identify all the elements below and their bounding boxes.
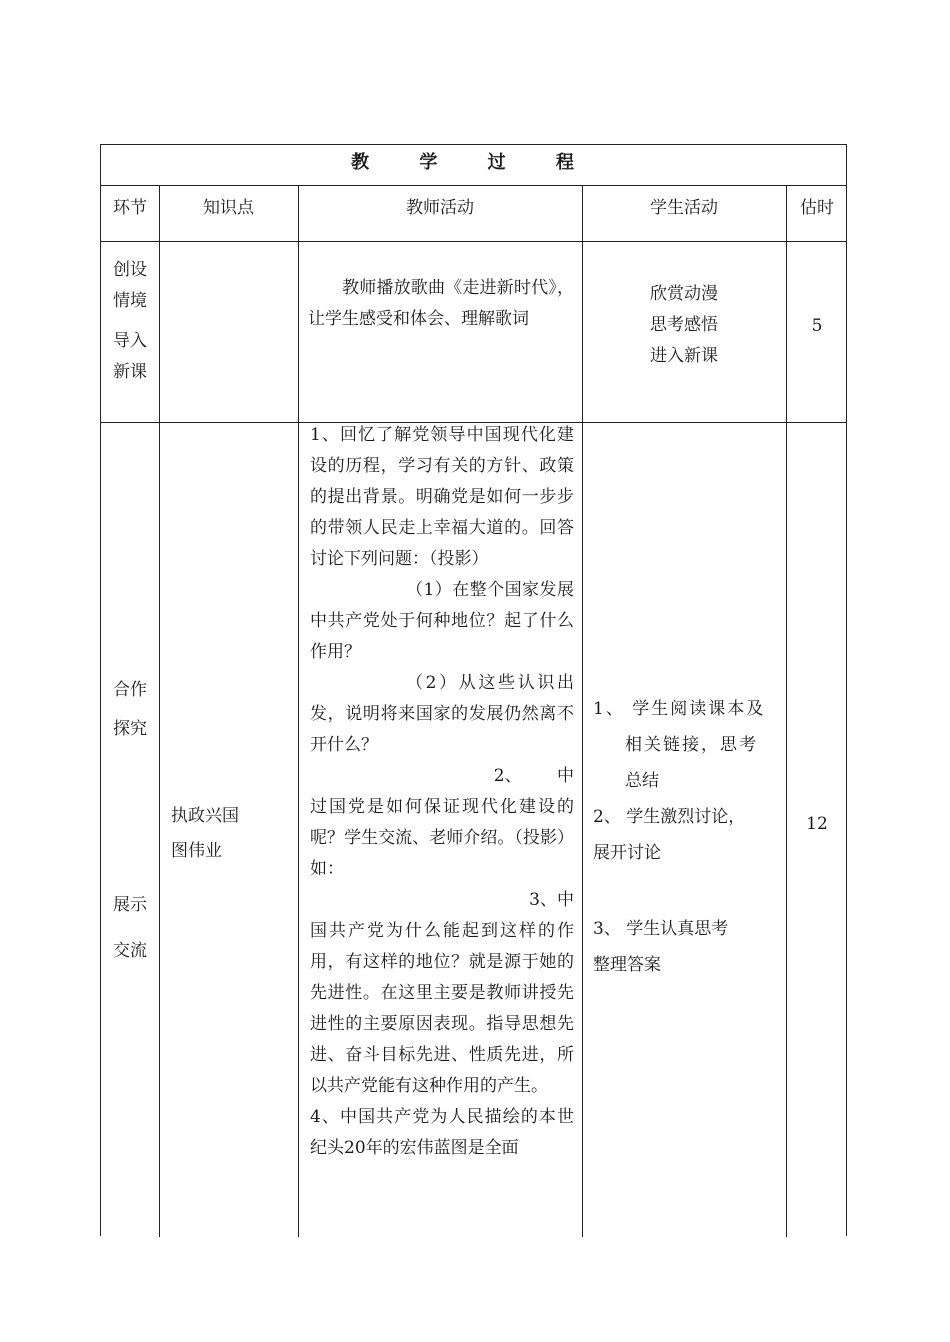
row2-student-activity: [593, 691, 779, 983]
student-line: 2、 学生激烈讨论，: [593, 807, 746, 827]
row2-knowledge: [171, 801, 291, 867]
col-divider: [298, 185, 299, 1237]
knowledge-line: 执政兴国: [171, 806, 239, 826]
row2-stage-lower: [101, 890, 159, 967]
row1-time: 5: [811, 316, 823, 336]
stage-line: 创设: [113, 260, 147, 280]
student-line: 相关链接，思考: [625, 735, 758, 755]
header-stage: 环节: [113, 198, 147, 218]
header-teacher-activity: 教师活动: [406, 198, 474, 218]
student-line: 展开讨论: [593, 843, 661, 863]
knowledge-line: 图伟业: [171, 841, 222, 861]
row2-teacher-activity: [310, 420, 574, 1164]
teacher-para-2: （1）在整个国家发展中共产党处于何种地位？起了什么作用？: [310, 580, 574, 662]
student-line: 整理答案: [593, 955, 661, 975]
student-line: 思考感悟: [650, 315, 718, 335]
stage-line: 合作: [113, 680, 147, 700]
rule-title: [101, 185, 846, 186]
row1-student-activity: [582, 279, 786, 372]
col-divider: [159, 185, 160, 1237]
col-divider: [786, 185, 787, 1237]
row1-teacher-activity: 教师播放歌曲《走进新时代》，让学生感受和体会、理解歌词: [308, 278, 574, 329]
teacher-para-4: 过国党是如何保证现代化建设的呢？学生交流、老师介绍。（投影）如：: [310, 797, 574, 879]
student-line: 欣赏动漫: [650, 284, 718, 304]
stage-line: 情境: [113, 291, 147, 311]
teacher-para-1: 1、回忆了解党领导中国现代化建设的历程，学习有关的方针、政策的提出背景。明确党是如何一步步的带领人民走上幸福大道的。回答讨论下列问题：（投影）: [310, 425, 574, 569]
student-line: 3、 学生认真思考: [593, 919, 729, 939]
stage-line: 交流: [113, 941, 147, 961]
teacher-para-3: （2）从这些认识出发，说明将来国家的发展仍然离不开什么？: [310, 673, 574, 755]
stage-line: 导入: [113, 331, 147, 351]
row2-time: 12: [806, 814, 828, 834]
teacher-para-5: 国共产党为什么能起到这样的作用，有这样的地位？就是源于她的先进性。在这里主要是教师讲授先进性的主要原因表现。指导思想先进、奋斗目标先进、性质先进，所以共产党能有这种作用的产生。: [310, 921, 574, 1096]
teacher-para-6: 4、中国共产党为人民描绘的本世纪头20年的宏伟蓝图是全面: [310, 1107, 574, 1158]
stage-line: 探究: [113, 719, 147, 739]
student-line: 进入新课: [650, 346, 718, 366]
stage-line: 展示: [113, 895, 147, 915]
teacher-para-4-head: 2、 中: [493, 766, 574, 786]
teaching-process-table: [100, 144, 847, 1236]
rule-header: [101, 241, 846, 242]
header-time: 估时: [800, 198, 834, 218]
header-knowledge: 知识点: [203, 198, 254, 218]
student-line: 1、 学生阅读课本及: [593, 699, 766, 719]
header-student-activity: 学生活动: [650, 198, 718, 218]
student-line: 总结: [625, 771, 659, 791]
stage-line: 新课: [113, 362, 147, 382]
teacher-para-5-head: 3、中: [529, 890, 574, 910]
row2-stage: [101, 675, 159, 745]
table-title: 教 学 过 程: [351, 152, 596, 173]
row1-stage: [101, 255, 159, 388]
